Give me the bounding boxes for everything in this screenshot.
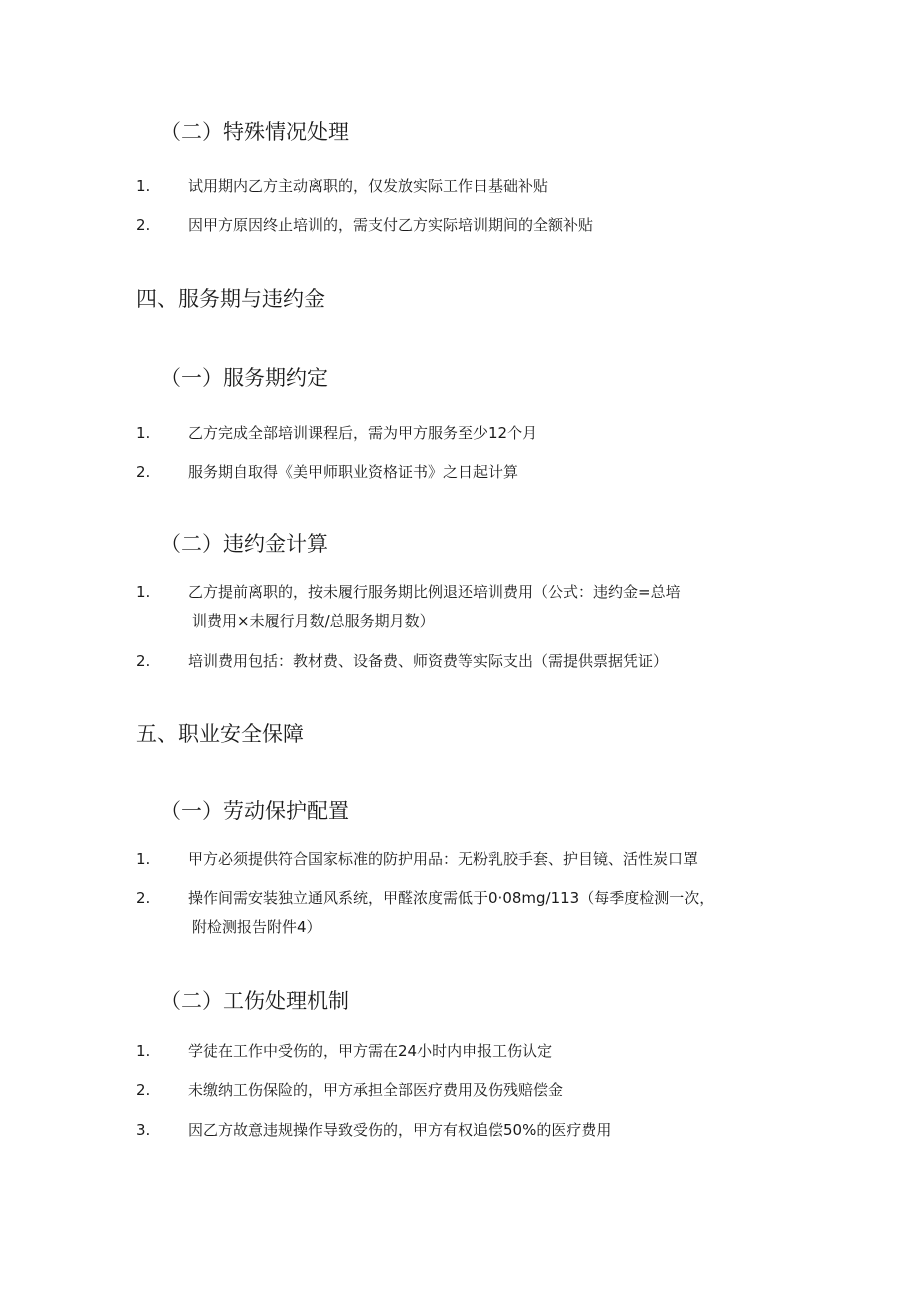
list-item-number: 1. bbox=[136, 850, 151, 868]
list-item-text: 培训费用包括：教材费、设备费、师资费等实际支出（需提供票据凭证） bbox=[188, 652, 669, 670]
list-item-text: 乙方完成全部培训课程后，需为甲方服务至少12个月 bbox=[188, 424, 538, 442]
list-item-text: 服务期自取得《美甲师职业资格证书》之日起计算 bbox=[188, 463, 519, 481]
list-item-number: 2. bbox=[136, 463, 151, 481]
list-item-number: 1. bbox=[136, 424, 151, 442]
list-item-text-wrap bbox=[188, 582, 778, 631]
list-item-number: 2. bbox=[136, 1081, 151, 1099]
subsection-heading-special-cases: （二）特殊情况处理 bbox=[160, 120, 349, 144]
list-item-text-wrap bbox=[188, 888, 778, 937]
subsection-heading-work-injury: （二）工伤处理机制 bbox=[160, 989, 349, 1013]
list-item-text: 操作间需安装独立通风系统，甲醛浓度需低于0·08mg∕113（每季度检测一次， bbox=[188, 889, 715, 907]
list-item-number: 1. bbox=[136, 583, 151, 601]
list-item-text-continued: 附检测报告附件4） bbox=[192, 918, 322, 936]
list-item-number: 2. bbox=[136, 652, 151, 670]
list-item-number: 2. bbox=[136, 216, 151, 234]
section-heading-occupational-safety: 五、职业安全保障 bbox=[136, 722, 304, 746]
subsection-heading-penalty-calculation: （二）违约金计算 bbox=[160, 532, 328, 556]
list-item-number: 3. bbox=[136, 1121, 151, 1139]
subsection-heading-service-agreement: （一）服务期约定 bbox=[160, 366, 328, 390]
subsection-heading-labor-protection: （一）劳动保护配置 bbox=[160, 799, 349, 823]
list-item-number: 2. bbox=[136, 889, 151, 907]
list-item-text: 因甲方原因终止培训的，需支付乙方实际培训期间的全额补贴 bbox=[188, 216, 594, 234]
list-item-text: 试用期内乙方主动离职的，仅发放实际工作日基础补贴 bbox=[188, 177, 549, 195]
list-item-text: 乙方提前离职的，按未履行服务期比例退还培训费用（公式：违约金=总培 bbox=[188, 583, 681, 601]
list-item-text: 因乙方故意违规操作导致受伤的，甲方有权追偿50%的医疗费用 bbox=[188, 1121, 612, 1139]
list-item-number: 1. bbox=[136, 1042, 151, 1060]
list-item-text: 未缴纳工伤保险的，甲方承担全部医疗费用及伤残赔偿金 bbox=[188, 1081, 564, 1099]
section-heading-service-period: 四、服务期与违约金 bbox=[136, 287, 325, 311]
list-item-text: 甲方必须提供符合国家标准的防护用品：无粉乳胶手套、护目镜、活性炭口罩 bbox=[188, 850, 699, 868]
list-item-number: 1. bbox=[136, 177, 151, 195]
list-item-text: 学徒在工作中受伤的，甲方需在24小时内申报工伤认定 bbox=[188, 1042, 553, 1060]
list-item-text-continued: 训费用×未履行月数/总服务期月数） bbox=[192, 612, 435, 630]
